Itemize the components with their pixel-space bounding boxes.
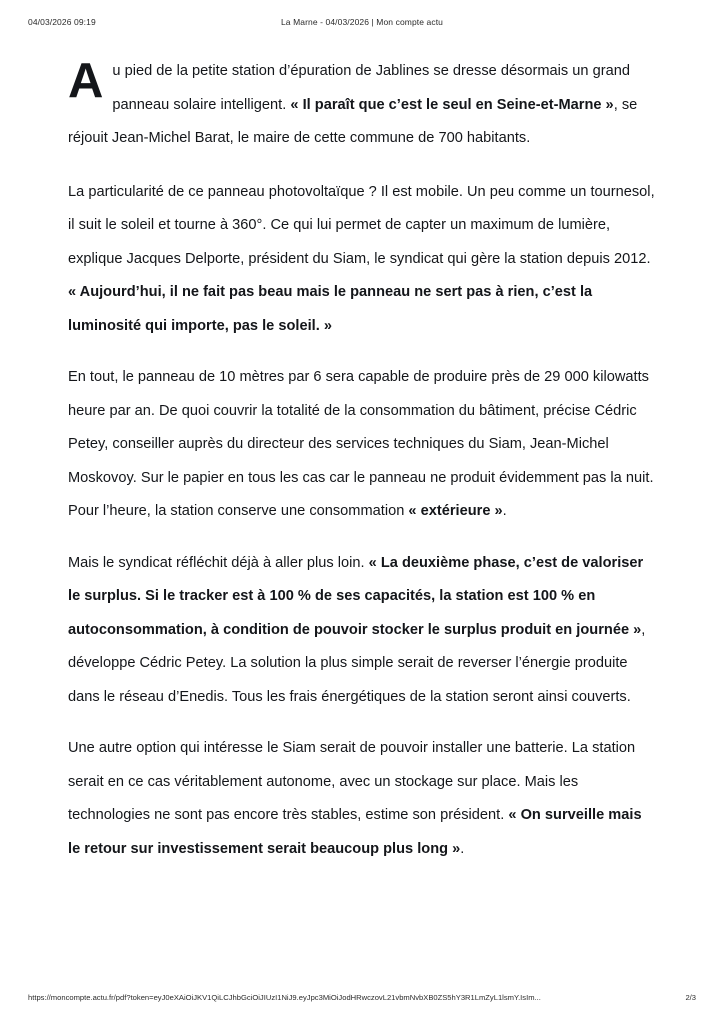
article-body <box>68 55 655 878</box>
paragraph-3-quote: « extérieure » <box>408 503 503 519</box>
paragraph-5 <box>68 732 655 866</box>
paragraph-3-text-1: En tout, le panneau de 10 mètres par 6 sera capable de produire près de 29 000 kilowatts heure par an. De quoi couvrir la totalité de la consommation du bâtiment, précise Cédric Petey, conseiller auprès du directeur des services techniques du Siam, Jean-Michel Moskovoy. Sur le papier en tous les cas car le panneau ne produit évidemment pas la nuit. Pour l’heure, la station conserve une consommation <box>68 369 654 519</box>
paragraph-1 <box>68 55 655 156</box>
paragraph-5-quote: « On surveille mais le retour sur investissement serait beaucoup plus long » <box>68 807 642 857</box>
paragraph-2-text-1: La particularité de ce panneau photovoltaïque ? Il est mobile. Un peu comme un tournesol, il suit le soleil et tourne à 360°. Ce qui lui permet de capter un maximum de lumière, explique Jacques Delporte, président du Siam, le syndicat qui gère la station depuis 2012. <box>68 183 655 267</box>
paragraph-3-text-2: . <box>502 503 507 519</box>
drop-cap: A <box>68 54 104 108</box>
paragraph-1-quote: « Il paraît que c’est le seul en Seine-et-Marne » <box>290 96 614 113</box>
header-title: La Marne - 04/03/2026 | Mon compte actu <box>280 17 444 27</box>
paragraph-5-text-1: Une autre option qui intéresse le Siam serait de pouvoir installer une batterie. La station serait en ce cas véritablement autonome, avec un stockage sur place. Mais les technologies ne sont pas encore très stables, estime son président. <box>68 740 636 823</box>
header-timestamp: 04/03/2026 09:19 <box>28 17 96 27</box>
footer-page-number: 2/3 <box>685 993 696 1002</box>
paragraph-2 <box>68 176 655 344</box>
paragraph-2-quote: « Aujourd’hui, il ne fait pas beau mais le panneau ne sert pas à rien, c’est la luminosité qui importe, pas le soleil. » <box>68 284 593 334</box>
footer-source-url: https://moncompte.actu.fr/pdf?token=eyJ0eXAiOiJKV1QiLCJhbGciOiJIUzI1NiJ9.eyJpc3MiOiJodHRwczovL21vbmNvbXB0ZS5hY3R1LmZyL1lsmY.IsIm... <box>28 993 541 1002</box>
paragraph-1-text-2: , se réjouit Jean-Michel Barat, le maire de cette commune de 700 habitants. <box>68 96 638 146</box>
page-footer <box>0 993 724 1007</box>
paragraph-4-text-1: Mais le syndicat réfléchit déjà à aller plus loin. <box>68 554 369 571</box>
paragraph-4 <box>68 547 655 715</box>
paragraph-4-quote: « La deuxième phase, c’est de valoriser le surplus. Si le tracker est à 100 % de ses capacités, la station est 100 % en autoconsommation, à condition de pouvoir stocker le surplus produit en journée » <box>68 554 644 638</box>
page-header <box>0 17 724 31</box>
paragraph-3 <box>68 361 655 529</box>
paragraph-5-text-2: . <box>460 840 465 857</box>
paragraph-1-text-1: u pied de la petite station d’épuration de Jablines se dresse désormais un grand panneau solaire intelligent. <box>112 63 630 113</box>
paragraph-4-text-2: , développe Cédric Petey. La solution la plus simple serait de reverser l’énergie produite dans le réseau d’Enedis. Tous les frais énergétiques de la station seront ainsi couverts. <box>68 621 646 705</box>
